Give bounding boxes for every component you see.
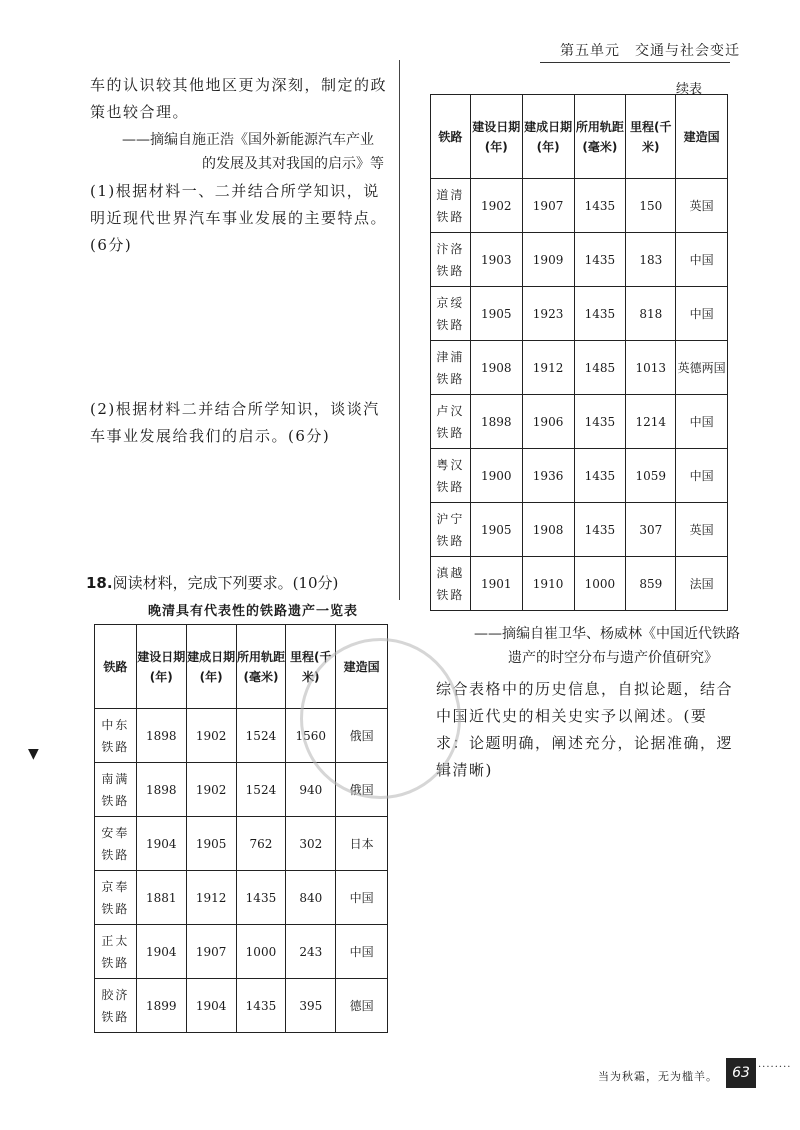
column-header: 建设日期(年) [136, 625, 186, 709]
column-divider [399, 60, 400, 600]
table-cell: 1900 [470, 449, 522, 503]
table-cell: 1000 [236, 925, 286, 979]
continued-label: 续表 [676, 82, 703, 97]
table-cell: 1910 [522, 557, 574, 611]
question-18-number: 18. [86, 574, 113, 592]
table-cell: 1923 [522, 287, 574, 341]
table-cell: 1435 [574, 233, 626, 287]
table-cell: 英德两国 [676, 341, 728, 395]
table-header-row [431, 95, 728, 179]
table-row [95, 925, 388, 979]
table-cell: 俄国 [336, 763, 388, 817]
table-cell: 1936 [522, 449, 574, 503]
table-cell: 俄国 [336, 709, 388, 763]
column-header: 建造国 [676, 95, 728, 179]
table-cell: 1907 [186, 925, 236, 979]
railway-name-cell: 南满铁路 [95, 763, 137, 817]
question-18-text: 阅读材料，完成下列要求。(10分) [112, 574, 339, 592]
table-cell: 1000 [574, 557, 626, 611]
table-row [431, 287, 728, 341]
table-title: 晚清具有代表性的铁路遗产一览表 [148, 604, 359, 619]
table-cell: 840 [286, 871, 336, 925]
railway-name-cell: 京绥铁路 [431, 287, 471, 341]
page-number: 63 [726, 1058, 756, 1088]
railway-name-cell: 道清铁路 [431, 179, 471, 233]
column-header: 建造国 [336, 625, 388, 709]
table-cell: 243 [286, 925, 336, 979]
table-cell: 1898 [136, 709, 186, 763]
table-cell: 1906 [522, 395, 574, 449]
table-cell: 1435 [574, 395, 626, 449]
table-cell: 1560 [286, 709, 336, 763]
table-cell: 1435 [574, 503, 626, 557]
column-header: 建成日期(年) [522, 95, 574, 179]
column-header: 所用轨距(毫米) [574, 95, 626, 179]
railway-name-cell: 中东铁路 [95, 709, 137, 763]
table-cell: 307 [626, 503, 676, 557]
table-cell: 日本 [336, 817, 388, 871]
header-rule [540, 62, 730, 63]
table-cell: 中国 [676, 287, 728, 341]
table-cell: 1904 [136, 925, 186, 979]
column-header: 所用轨距(毫米) [236, 625, 286, 709]
table-row [95, 979, 388, 1033]
table-cell: 1907 [522, 179, 574, 233]
table-cell: 395 [286, 979, 336, 1033]
table-cell: 中国 [336, 925, 388, 979]
margin-mark-icon: ▼ [28, 746, 39, 762]
table-cell: 1904 [136, 817, 186, 871]
table-cell: 1898 [470, 395, 522, 449]
task-text: 综合表格中的历史信息，自拟论题，结合中国近代史的相关史实予以阐述。(要求：论题明确，阐述充分，论据准确，逻辑清晰) [436, 680, 734, 779]
table-cell: 1899 [136, 979, 186, 1033]
page-dots: ········ [758, 1062, 792, 1073]
table-cell: 中国 [676, 233, 728, 287]
source-line-2: 的发展及其对我国的启示》等 [202, 156, 384, 172]
table-row [95, 817, 388, 871]
railway-name-cell: 安奉铁路 [95, 817, 137, 871]
table-cell: 1059 [626, 449, 676, 503]
table-row [95, 871, 388, 925]
table-row [431, 503, 728, 557]
question-18 [86, 572, 338, 593]
table-cell: 1903 [470, 233, 522, 287]
column-header: 建设日期(年) [470, 95, 522, 179]
table-cell: 183 [626, 233, 676, 287]
table-cell: 1214 [626, 395, 676, 449]
table-cell: 1881 [136, 871, 186, 925]
table-cell: 1909 [522, 233, 574, 287]
table-cell: 1904 [186, 979, 236, 1033]
table-cell: 940 [286, 763, 336, 817]
column-header: 里程(千米) [286, 625, 336, 709]
table-row [431, 395, 728, 449]
table-cell: 1435 [574, 179, 626, 233]
question-1: (1)根据材料一、二并结合所学知识，说明近现代世界汽车事业发展的主要特点。(6分) [90, 182, 388, 254]
table-cell: 1435 [236, 871, 286, 925]
table-cell: 1902 [470, 179, 522, 233]
table-row [431, 557, 728, 611]
table-cell: 1898 [136, 763, 186, 817]
table-cell: 法国 [676, 557, 728, 611]
unit-title: 第五单元 交通与社会变迁 [560, 43, 740, 59]
railway-name-cell: 正太铁路 [95, 925, 137, 979]
right-source-line-2: 遗产的时空分布与遗产价值研究》 [508, 650, 718, 666]
table-cell: 中国 [336, 871, 388, 925]
railway-table-2 [430, 94, 728, 611]
table-cell: 中国 [676, 449, 728, 503]
table-row [431, 341, 728, 395]
table-cell: 1435 [236, 979, 286, 1033]
table-cell: 英国 [676, 179, 728, 233]
railway-name-cell: 粤汉铁路 [431, 449, 471, 503]
table-cell: 1485 [574, 341, 626, 395]
column-header: 里程(千米) [626, 95, 676, 179]
question-2: (2)根据材料二并结合所学知识，谈谈汽车事业发展给我们的启示。(6分) [90, 400, 380, 445]
table-cell: 1435 [574, 287, 626, 341]
table-cell: 1902 [186, 763, 236, 817]
watermark-seal [300, 638, 461, 799]
table-row [431, 449, 728, 503]
table-row [431, 233, 728, 287]
table-cell: 1902 [186, 709, 236, 763]
table-cell: 1905 [186, 817, 236, 871]
right-source-line-1: ——摘编自崔卫华、杨威林《中国近代铁路 [474, 626, 740, 642]
table-cell: 1524 [236, 763, 286, 817]
source-line-1: ——摘编自施正浩《国外新能源汽车产业 [122, 132, 374, 148]
column-header: 铁路 [431, 95, 471, 179]
table-cell: 1435 [574, 449, 626, 503]
column-header: 建成日期(年) [186, 625, 236, 709]
railway-name-cell: 汴洛铁路 [431, 233, 471, 287]
railway-name-cell: 卢汉铁路 [431, 395, 471, 449]
table-cell: 1912 [186, 871, 236, 925]
railway-name-cell: 沪宁铁路 [431, 503, 471, 557]
table-cell: 1908 [470, 341, 522, 395]
table-cell: 859 [626, 557, 676, 611]
table-cell: 302 [286, 817, 336, 871]
material-intro: 车的认识较其他地区更为深刻，制定的政策也较合理。 [90, 76, 388, 121]
footer-motto: 当为秋霜，无为槛羊。 [598, 1070, 718, 1083]
table-cell: 1901 [470, 557, 522, 611]
table-cell: 150 [626, 179, 676, 233]
table-cell: 1908 [522, 503, 574, 557]
table-cell: 1524 [236, 709, 286, 763]
table-cell: 德国 [336, 979, 388, 1033]
table-cell: 1905 [470, 503, 522, 557]
table-cell: 1013 [626, 341, 676, 395]
table-cell: 1905 [470, 287, 522, 341]
railway-name-cell: 胶济铁路 [95, 979, 137, 1033]
table-cell: 中国 [676, 395, 728, 449]
table-row [431, 179, 728, 233]
railway-name-cell: 津浦铁路 [431, 341, 471, 395]
column-header: 铁路 [95, 625, 137, 709]
railway-name-cell: 滇越铁路 [431, 557, 471, 611]
table-cell: 1912 [522, 341, 574, 395]
table-cell: 818 [626, 287, 676, 341]
table-cell: 英国 [676, 503, 728, 557]
table-cell: 762 [236, 817, 286, 871]
railway-name-cell: 京奉铁路 [95, 871, 137, 925]
